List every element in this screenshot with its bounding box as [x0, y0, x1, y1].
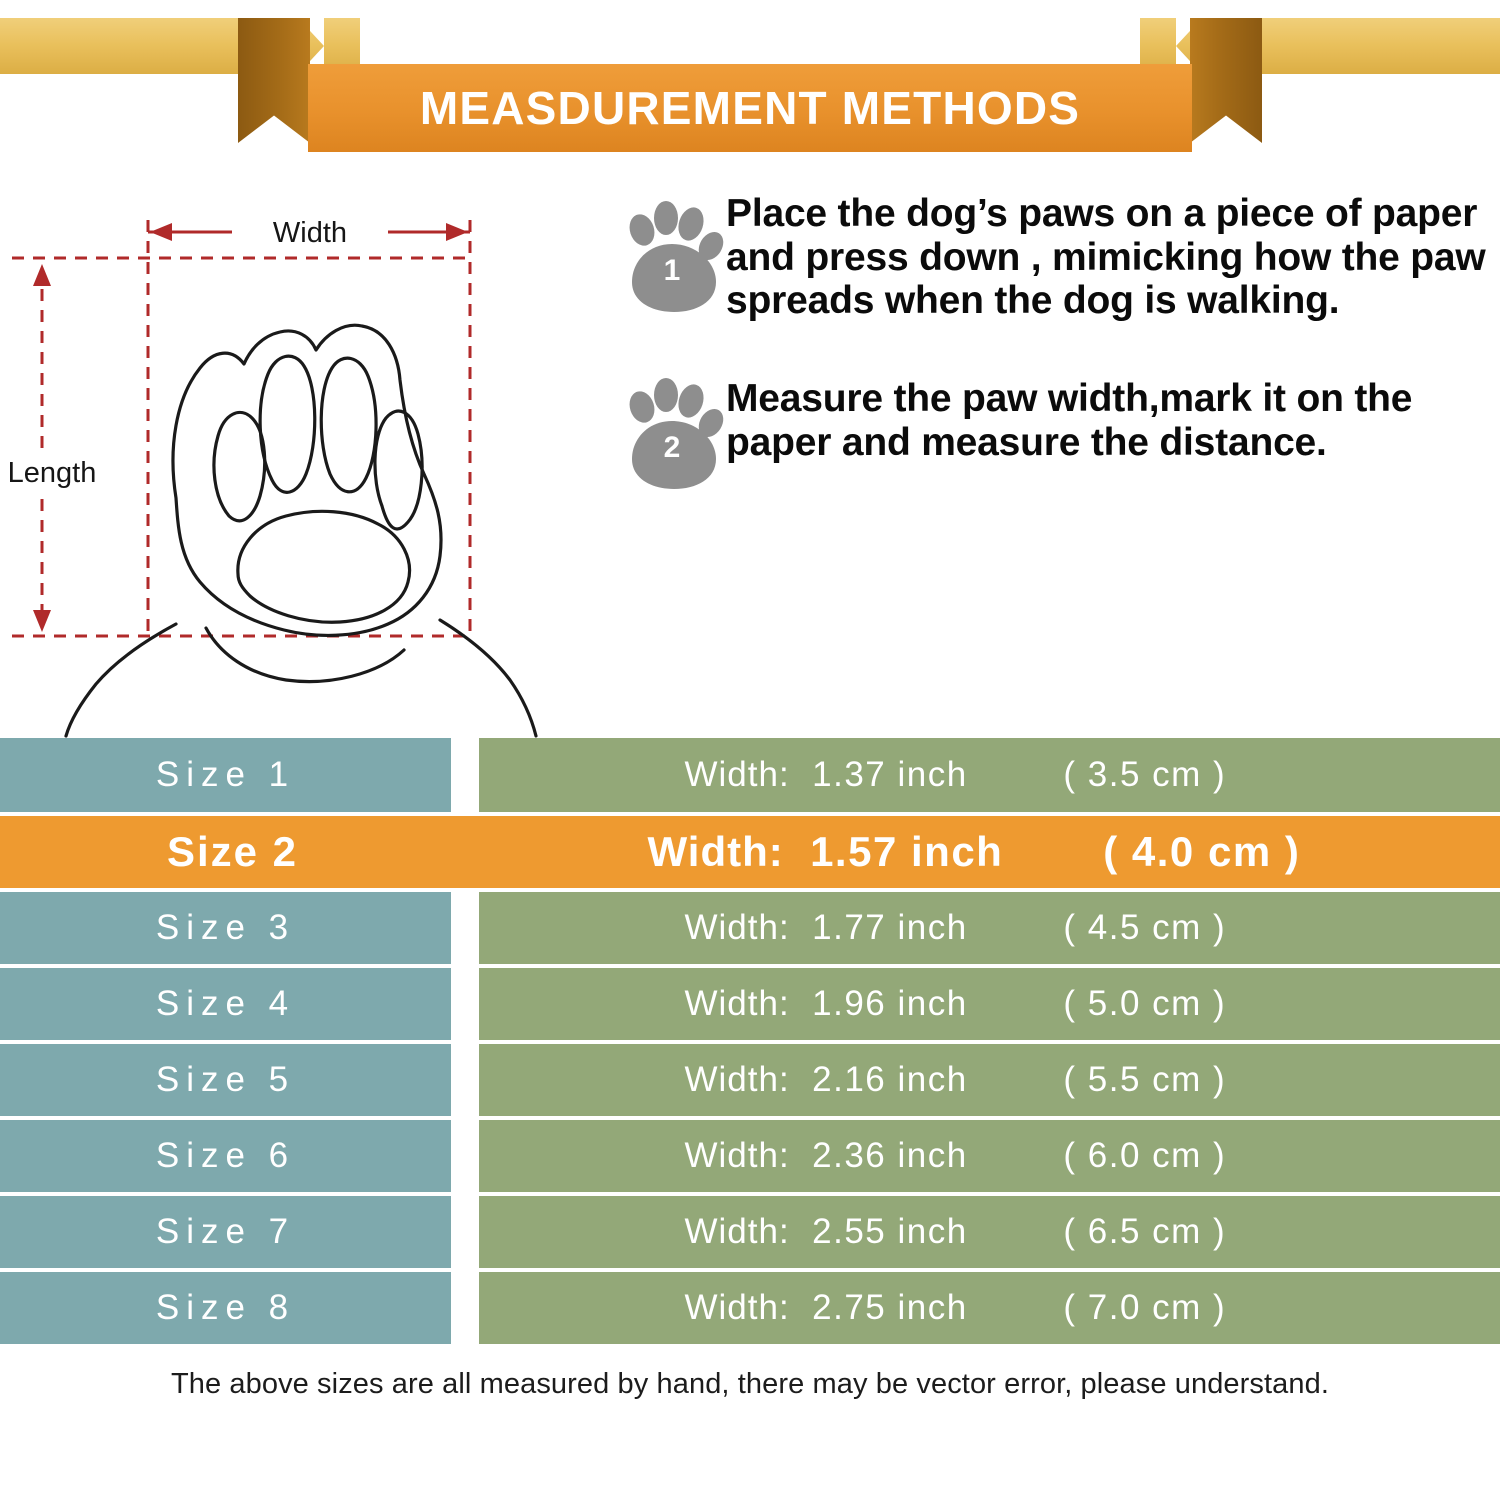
size-value — [465, 738, 1500, 814]
width-cm: ( 3.5 cm ) — [1063, 755, 1227, 794]
step-number-1: 1 — [663, 254, 681, 287]
step-number-2: 2 — [663, 431, 681, 465]
width-arrow-left-icon — [150, 223, 172, 241]
size-value — [465, 1270, 1500, 1346]
size-label: Size 8 — [0, 1270, 465, 1346]
length-arrow-top-icon — [33, 264, 51, 286]
paw-measurement-diagram — [0, 168, 600, 738]
instruction-text-2: Measure the paw width,mark it on the paper and measure the distance. — [726, 377, 1413, 464]
width-caption: Width: — [647, 828, 784, 875]
width-inch: 2.16 inch — [812, 1060, 968, 1099]
size-chart-table — [0, 738, 1500, 1348]
size-label: Size 5 — [0, 1042, 465, 1118]
length-label: Length — [7, 457, 97, 489]
width-caption: Width: — [684, 1060, 790, 1099]
width-inch: 2.36 inch — [812, 1136, 968, 1175]
table-row — [0, 1042, 1500, 1118]
size-value — [465, 890, 1500, 966]
measurement-section — [0, 168, 1500, 738]
size-value — [465, 1042, 1500, 1118]
size-label: Size 4 — [0, 966, 465, 1042]
table-row — [0, 1270, 1500, 1346]
size-label: Size 7 — [0, 1194, 465, 1270]
width-arrow-right-icon — [446, 223, 468, 241]
table-row — [0, 1194, 1500, 1270]
table-row-highlighted — [0, 814, 1500, 890]
width-cm: ( 6.5 cm ) — [1063, 1212, 1227, 1251]
ribbon-right-tail-icon — [1190, 18, 1262, 143]
size-value — [465, 814, 1500, 890]
instruction-step-1 — [612, 192, 1488, 323]
table-row — [0, 1118, 1500, 1194]
size-label: Size 6 — [0, 1118, 465, 1194]
width-cm: ( 7.0 cm ) — [1063, 1288, 1227, 1327]
width-caption: Width: — [684, 908, 790, 947]
width-inch: 1.77 inch — [812, 908, 968, 947]
banner — [0, 0, 1500, 168]
width-cm: ( 5.0 cm ) — [1063, 984, 1227, 1023]
size-value — [465, 966, 1500, 1042]
width-caption: Width: — [684, 1136, 790, 1175]
width-inch: 1.57 inch — [810, 828, 1004, 875]
instruction-step-2 — [612, 369, 1488, 495]
instruction-list — [612, 192, 1488, 495]
width-caption: Width: — [684, 755, 790, 794]
width-inch: 2.55 inch — [812, 1212, 968, 1251]
size-value — [465, 1194, 1500, 1270]
paw-badge-1 — [612, 198, 732, 318]
instruction-text-1: Place the dog’s paws on a piece of paper and press down , mimicking how the paw spreads when the dog is walking. — [726, 192, 1486, 323]
width-inch: 2.75 inch — [812, 1288, 968, 1327]
table-row — [0, 738, 1500, 814]
size-label: Size 2 — [0, 814, 465, 890]
page-title: MEASDUREMENT METHODS — [419, 82, 1081, 134]
width-caption: Width: — [684, 984, 790, 1023]
table-row — [0, 890, 1500, 966]
footnote: The above sizes are all measured by hand, there may be vector error, please understand. — [170, 1368, 1330, 1400]
length-arrow-bottom-icon — [33, 610, 51, 632]
banner-center-plate — [308, 64, 1192, 152]
table-row — [0, 966, 1500, 1042]
ribbon-left-tail-icon — [238, 18, 310, 143]
size-value — [465, 1118, 1500, 1194]
width-cm: ( 4.0 cm ) — [1103, 828, 1301, 875]
size-label: Size 3 — [0, 890, 465, 966]
size-label: Size 1 — [0, 738, 465, 814]
width-inch: 1.37 inch — [812, 755, 968, 794]
width-label: Width — [272, 217, 348, 249]
width-cm: ( 4.5 cm ) — [1063, 908, 1227, 947]
paw-badge-2 — [612, 375, 732, 495]
width-caption: Width: — [684, 1212, 790, 1251]
width-inch: 1.96 inch — [812, 984, 968, 1023]
width-cm: ( 6.0 cm ) — [1063, 1136, 1227, 1175]
width-cm: ( 5.5 cm ) — [1063, 1060, 1227, 1099]
width-caption: Width: — [684, 1288, 790, 1327]
